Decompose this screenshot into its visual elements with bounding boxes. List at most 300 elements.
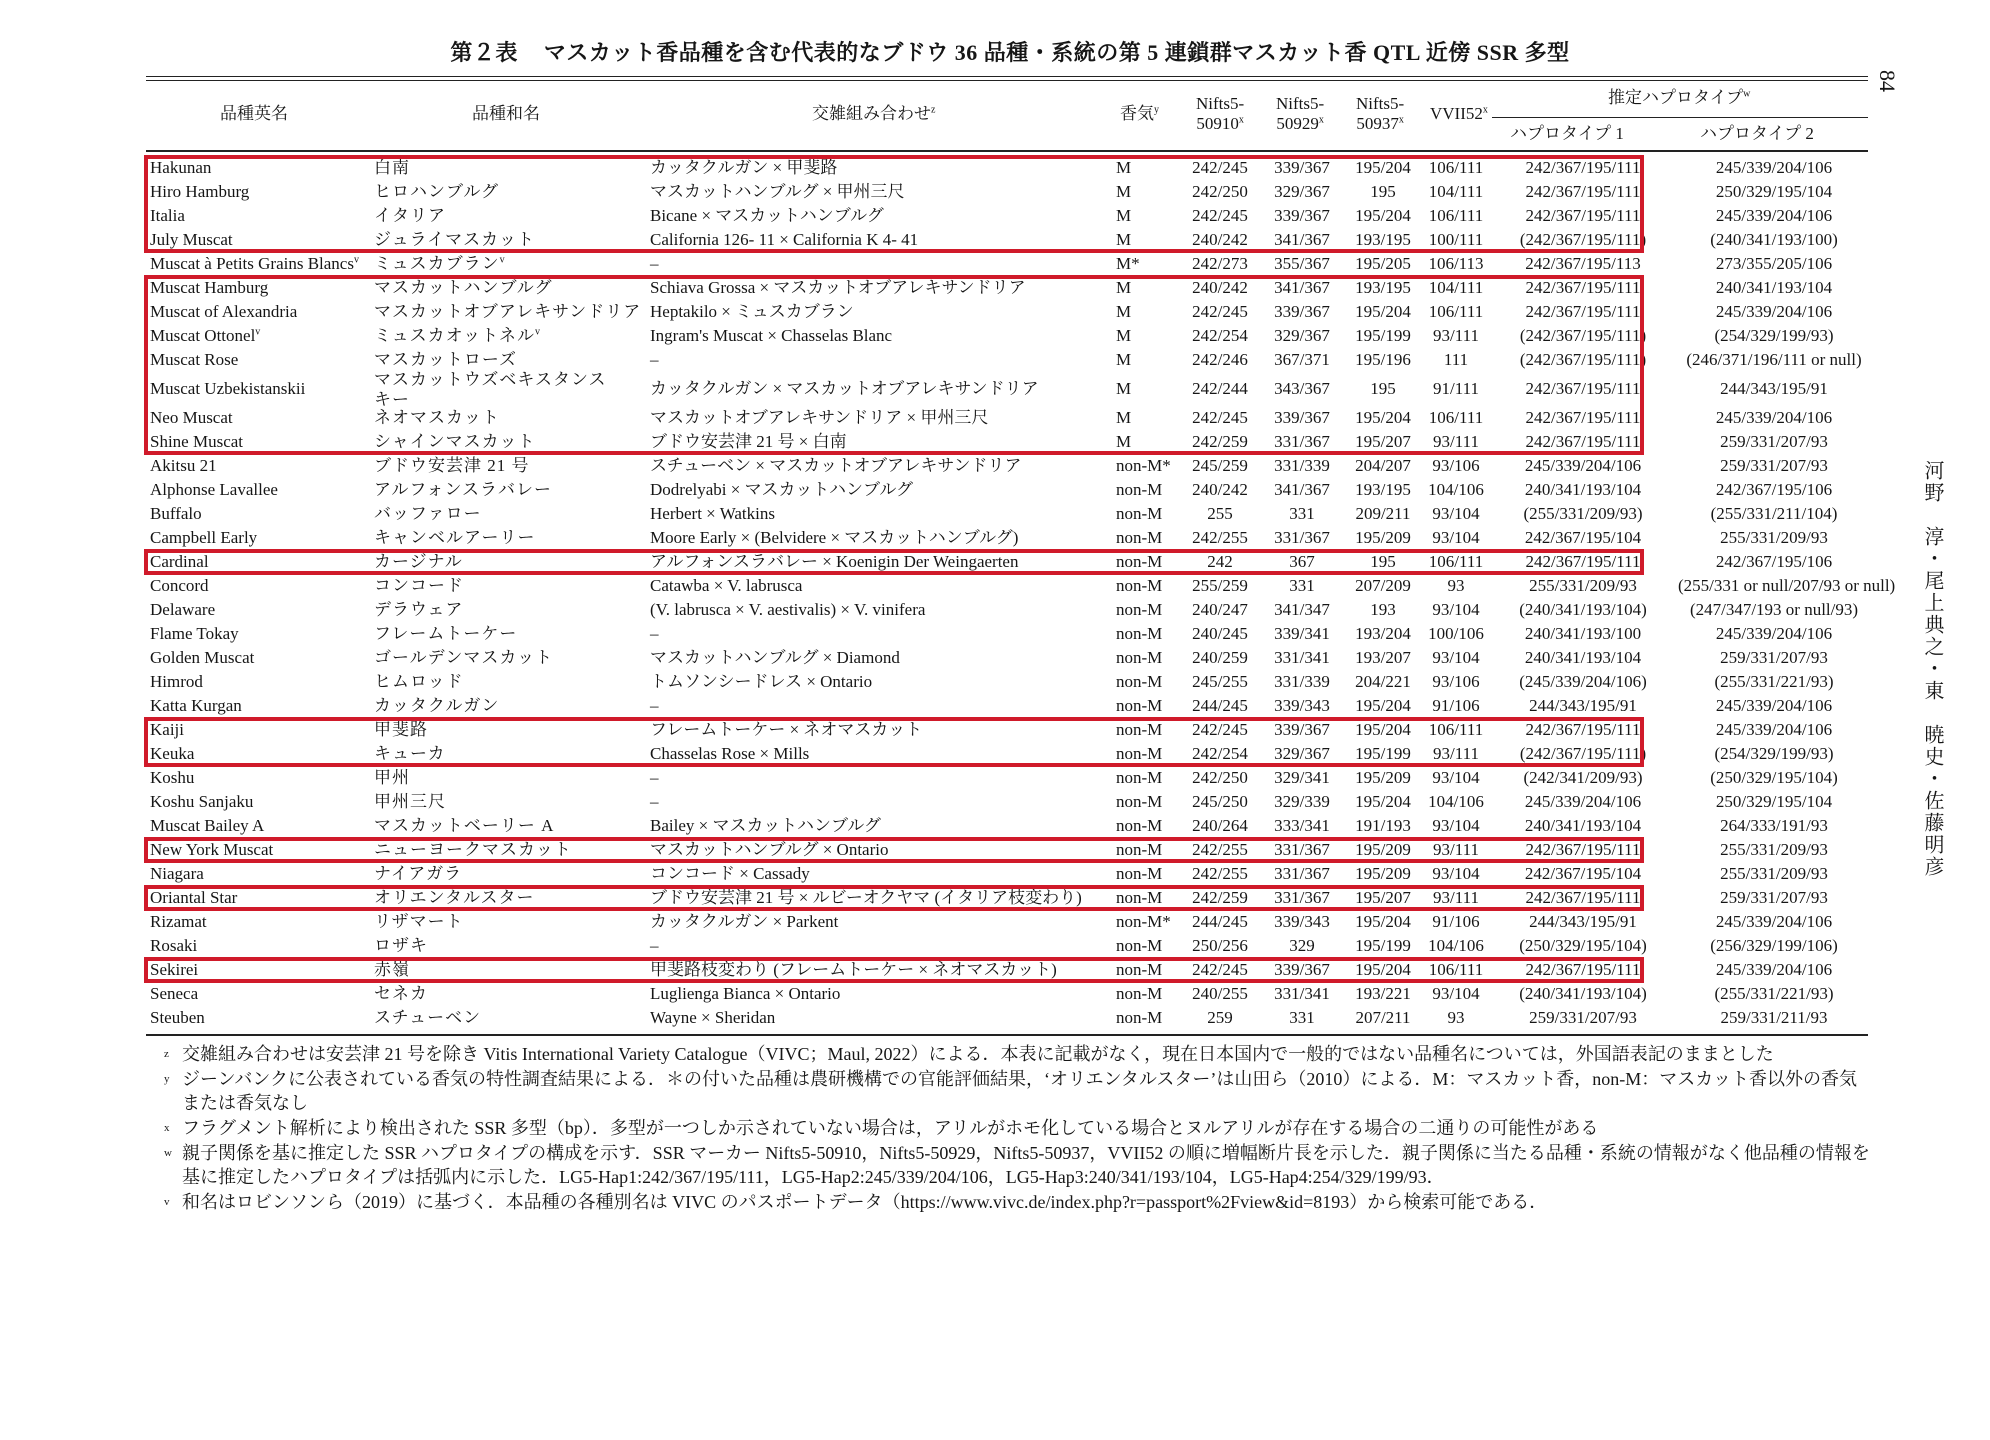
cell-nifts5-50937: 195/204 — [1355, 696, 1411, 715]
cell-cross: Wayne × Sheridan — [650, 1008, 776, 1027]
cell-nifts5-50910: 242/259 — [1192, 432, 1248, 451]
cell-nifts5-50910: 242/245 — [1192, 960, 1248, 979]
cell-name-en: Muscat of Alexandria — [150, 302, 298, 321]
footnote — [150, 1141, 1872, 1189]
cell-haplotype-1: (240/341/193/104) — [1519, 600, 1647, 619]
cell-nifts5-50929: 341/367 — [1274, 230, 1330, 249]
cell-nifts5-50937: 195/205 — [1355, 254, 1411, 273]
cell-haplotype-2: (255/331 or null/207/93 or null) — [1678, 576, 1896, 595]
cell-name-jp: マスカットハンブルグ — [374, 278, 553, 297]
cell-nifts5-50929: 355/367 — [1274, 254, 1330, 273]
cell-aroma: non-M — [1116, 696, 1163, 715]
cell-nifts5-50937: 195/204 — [1355, 408, 1411, 427]
cell-nifts5-50929: 339/367 — [1274, 158, 1330, 177]
highlight-box — [144, 549, 1644, 575]
cell-name-en: Oriantal Star — [150, 888, 238, 907]
cell-vvii52: 93/111 — [1433, 888, 1479, 907]
cell-haplotype-2: 245/339/204/106 — [1715, 302, 1833, 321]
cell-nifts5-50937: 193/195 — [1355, 230, 1411, 249]
cell-vvii52: 106/111 — [1428, 206, 1484, 225]
cell-cross: トムソンシードレス × Ontario — [650, 672, 873, 691]
cell-nifts5-50910: 242/255 — [1192, 864, 1248, 883]
cell-haplotype-2: (246/371/196/111 or null) — [1686, 350, 1862, 369]
cell-cross: California 126- 11 × California K 4- 41 — [650, 230, 919, 249]
cell-name-jp: ジュライマスカット — [374, 230, 535, 249]
cell-nifts5-50910: 240/264 — [1192, 816, 1248, 835]
running-authors: 河野 淳・尾上典之・東 暁史・佐藤明彦 — [1921, 460, 1943, 878]
cell-vvii52: 93/104 — [1432, 768, 1480, 787]
cell-aroma: M — [1116, 230, 1132, 249]
cell-vvii52: 91/106 — [1432, 696, 1480, 715]
cell-nifts5-50929: 333/341 — [1274, 816, 1330, 835]
cell-aroma: non-M — [1116, 624, 1163, 643]
footnote-text: 親子関係を基に推定した SSR ハプロタイプの構成を示す．SSR マーカー Nifts5-50910，Nifts5-50929，Nifts5-50937，VVII52 の順に増幅断片長を示した．親子関係に当たる品種・系統の情報がなく他品種の情報を基に推定したハプロタイプは括弧内に示した．LG5-Hap1:242/367/195/111，LG5-Hap2:245/339/204/106，LG5-Hap3:240/341/193/104，LG5-Hap4:254/329/199/93． — [182, 1143, 1870, 1187]
cell-vvii52: 93/111 — [1433, 744, 1479, 763]
cell-vvii52: 93/106 — [1432, 672, 1480, 691]
cell-haplotype-2: 245/339/204/106 — [1715, 696, 1833, 715]
cell-haplotype-1: 242/367/195/111 — [1525, 552, 1641, 571]
cell-aroma: M — [1116, 206, 1132, 225]
cell-nifts5-50929: 329 — [1289, 936, 1315, 955]
cell-nifts5-50910: 242/245 — [1192, 408, 1248, 427]
cell-nifts5-50910: 242/254 — [1192, 326, 1248, 345]
cell-nifts5-50929: 367 — [1289, 552, 1315, 571]
cell-haplotype-2: 245/339/204/106 — [1715, 960, 1833, 979]
cell-name-jp: ヒロハンブルグ — [374, 182, 499, 201]
cell-name-en: Concord — [150, 576, 209, 595]
cell-cross: (V. labrusca × V. aestivalis) × V. vinifera — [650, 600, 926, 619]
cell-haplotype-1: (242/367/195/111) — [1519, 744, 1647, 763]
cell-vvii52: 106/111 — [1428, 302, 1484, 321]
cell-name-en: Muscat Hamburg — [150, 278, 269, 297]
cell-aroma: non-M — [1116, 984, 1163, 1003]
cell-name-en: Steuben — [150, 1008, 205, 1027]
cell-name-jp: 赤嶺 — [374, 960, 410, 979]
cell-nifts5-50929: 331/367 — [1274, 888, 1330, 907]
footnotes — [150, 1042, 1872, 1215]
highlight-box — [144, 155, 1644, 253]
cell-haplotype-2: 259/331/207/93 — [1720, 888, 1828, 907]
cell-name-en: Koshu — [150, 768, 195, 787]
cell-cross: – — [650, 624, 659, 643]
cell-nifts5-50910: 242/245 — [1192, 302, 1248, 321]
cell-cross: マスカットハンブルグ × Diamond — [650, 648, 900, 667]
cell-name-en: Akitsu 21 — [150, 456, 217, 475]
cell-haplotype-2: (255/331/211/104) — [1710, 504, 1838, 523]
cell-name-en: Campbell Early — [150, 528, 258, 547]
cell-haplotype-1: 242/367/195/104 — [1524, 864, 1642, 883]
cell-vvii52: 91/111 — [1433, 379, 1479, 398]
cell-nifts5-50910: 242/244 — [1192, 379, 1248, 398]
cell-nifts5-50929: 329/339 — [1274, 792, 1330, 811]
cell-aroma: non-M — [1116, 768, 1163, 787]
cell-name-en: Hakunan — [150, 158, 212, 177]
cell-haplotype-1: 245/339/204/106 — [1524, 456, 1642, 475]
cell-name-en: Shine Muscat — [150, 432, 244, 451]
cell-aroma: non-M* — [1116, 912, 1171, 931]
cell-name-jp: マスカットオブアレキサンドリア — [374, 302, 642, 321]
cell-haplotype-1: 242/367/195/111 — [1525, 432, 1641, 451]
cell-aroma: M — [1116, 379, 1132, 398]
cell-aroma: non-M — [1116, 840, 1163, 859]
cell-name-en: New York Muscat — [150, 840, 274, 859]
cell-nifts5-50937: 195/207 — [1355, 888, 1411, 907]
cell-name-jp: マスカットベーリー A — [374, 816, 555, 835]
cell-haplotype-2: 250/329/195/104 — [1715, 792, 1833, 811]
cell-cross: フレームトーケー × ネオマスカット — [650, 720, 923, 739]
cell-haplotype-1: 242/367/195/104 — [1524, 528, 1642, 547]
cell-aroma: non-M — [1116, 600, 1163, 619]
cell-nifts5-50937: 195/204 — [1355, 720, 1411, 739]
cell-nifts5-50929: 339/367 — [1274, 408, 1330, 427]
cell-nifts5-50929: 339/341 — [1274, 624, 1330, 643]
cell-vvii52: 93/104 — [1432, 648, 1480, 667]
cell-vvii52: 106/113 — [1428, 254, 1484, 273]
cell-name-en: Keuka — [150, 744, 195, 763]
footnote-mark: x — [164, 1122, 170, 1134]
cell-nifts5-50910: 240/259 — [1192, 648, 1248, 667]
cell-name-jp: ゴールデンマスカット — [374, 648, 554, 667]
cell-cross: カッタクルガン × マスカットオブアレキサンドリア — [650, 379, 1039, 398]
cell-cross: カッタクルガン × 甲斐路 — [650, 158, 838, 177]
cell-cross: Bailey × マスカットハンブルグ — [650, 816, 881, 835]
cell-cross: スチューベン × マスカットオブアレキサンドリア — [650, 456, 1022, 475]
cell-haplotype-1: 242/367/195/111 — [1525, 182, 1641, 201]
table-bottom-rule — [146, 1034, 1868, 1036]
cell-nifts5-50937: 195/209 — [1355, 528, 1411, 547]
cell-nifts5-50937: 193/221 — [1355, 984, 1411, 1003]
cell-vvii52: 104/111 — [1428, 278, 1484, 297]
cell-vvii52: 106/111 — [1428, 720, 1484, 739]
cell-vvii52: 100/111 — [1428, 230, 1484, 249]
cell-name-jp: ナイアガラ — [374, 864, 463, 883]
cell-haplotype-1: 240/341/193/104 — [1524, 480, 1642, 499]
cell-name-jp: シャインマスカット — [374, 432, 536, 451]
cell-haplotype-2: 242/367/195/106 — [1715, 552, 1833, 571]
cell-cross: – — [650, 768, 659, 787]
cell-cross: マスカットハンブルグ × 甲州三尺 — [650, 182, 905, 201]
cell-nifts5-50910: 242/245 — [1192, 206, 1248, 225]
cell-name-en: Seneca — [150, 984, 199, 1003]
cell-nifts5-50937: 195/209 — [1355, 768, 1411, 787]
cell-haplotype-2: 259/331/207/93 — [1720, 432, 1828, 451]
footnote-text: 交雑組み合わせは安芸津 21 号を除き Vitis International Variety Catalogue（VIVC；Maul, 2022）による．本表に記載がなく，現在日本国内で一般的ではない品種名については，外国語表記のままとした — [182, 1044, 1774, 1064]
cell-cross: ブドウ安芸津 21 号 × ルビーオクヤマ (イタリア枝変わり) — [650, 888, 1082, 907]
cell-nifts5-50929: 339/343 — [1274, 696, 1330, 715]
cell-nifts5-50910: 242/245 — [1192, 158, 1248, 177]
cell-haplotype-2: 245/339/204/106 — [1715, 206, 1833, 225]
cell-vvii52: 104/106 — [1428, 792, 1484, 811]
cell-nifts5-50937: 195/196 — [1355, 350, 1411, 369]
cell-vvii52: 91/106 — [1432, 912, 1480, 931]
cell-nifts5-50937: 195/199 — [1355, 936, 1411, 955]
cell-nifts5-50910: 240/242 — [1192, 278, 1248, 297]
cell-haplotype-2: 264/333/191/93 — [1720, 816, 1828, 835]
footnote-mark: y — [164, 1073, 170, 1085]
cell-haplotype-1: 244/343/195/91 — [1529, 696, 1637, 715]
cell-name-jp: リザマート — [374, 912, 464, 931]
header-name-en: 品種英名 — [220, 104, 288, 123]
cell-aroma: non-M — [1116, 936, 1163, 955]
cell-name-jp: カッタクルガン — [374, 696, 500, 715]
cell-name-jp: ニューヨークマスカット — [374, 840, 572, 859]
cell-aroma: non-M — [1116, 576, 1163, 595]
cell-name-en: Koshu Sanjaku — [150, 792, 254, 811]
cell-haplotype-2: 250/329/195/104 — [1715, 182, 1833, 201]
cell-nifts5-50910: 242/255 — [1192, 840, 1248, 859]
cell-name-jp: イタリア — [374, 206, 446, 225]
cell-name-en: Muscat à Petits Grains Blancs$^v$ — [150, 254, 359, 273]
cell-aroma: non-M — [1116, 552, 1163, 571]
cell-vvii52: 104/111 — [1428, 182, 1484, 201]
cell-haplotype-1: 240/341/193/100 — [1524, 624, 1642, 643]
cell-nifts5-50910: 245/250 — [1192, 792, 1248, 811]
cell-nifts5-50937: 193 — [1370, 600, 1396, 619]
cell-nifts5-50910: 245/259 — [1192, 456, 1248, 475]
cell-name-en: Rosaki — [150, 936, 198, 955]
cell-vvii52: 93 — [1447, 1008, 1465, 1027]
cell-nifts5-50937: 207/211 — [1355, 1008, 1411, 1027]
cell-cross: Schiava Grossa × マスカットオブアレキサンドリア — [650, 278, 1026, 297]
cell-vvii52: 93 — [1447, 576, 1465, 595]
cell-haplotype-2: (250/329/195/104) — [1710, 768, 1838, 787]
cell-nifts5-50929: 331/341 — [1274, 984, 1330, 1003]
cell-haplotype-2: 255/331/209/93 — [1720, 840, 1828, 859]
cell-haplotype-1: 242/367/195/111 — [1525, 379, 1641, 398]
cell-nifts5-50910: 245/255 — [1192, 672, 1248, 691]
cell-aroma: M — [1116, 278, 1132, 297]
cell-haplotype-1: 255/331/209/93 — [1529, 576, 1637, 595]
cell-haplotype-1: (242/367/195/111) — [1519, 230, 1647, 249]
cell-name-jp: キューカ — [374, 744, 446, 763]
cell-haplotype-2: 245/339/204/106 — [1715, 624, 1833, 643]
cell-nifts5-50937: 195/204 — [1355, 912, 1411, 931]
cell-haplotype-2: 245/339/204/106 — [1715, 720, 1833, 739]
highlight-box — [144, 837, 1644, 863]
header-aroma: 香気$^y$ — [1120, 104, 1159, 123]
cell-name-jp: カージナル — [374, 552, 463, 571]
cell-name-jp: セネカ — [374, 984, 428, 1003]
cell-aroma: non-M — [1116, 888, 1163, 907]
cell-haplotype-2: (240/341/193/100) — [1710, 230, 1838, 249]
cell-haplotype-2: (254/329/199/93) — [1714, 744, 1834, 763]
cell-haplotype-1: (242/341/209/93) — [1523, 768, 1643, 787]
cell-nifts5-50937: 193/204 — [1355, 624, 1411, 643]
cell-haplotype-2: 244/343/195/91 — [1720, 379, 1828, 398]
cell-nifts5-50929: 331 — [1289, 576, 1315, 595]
footnote — [150, 1190, 1872, 1214]
cell-aroma: non-M — [1116, 864, 1163, 883]
cell-haplotype-1: 240/341/193/104 — [1524, 648, 1642, 667]
cell-cross: 甲斐路枝変わり (フレームトーケー × ネオマスカット) — [650, 960, 1057, 979]
cell-haplotype-2: 240/341/193/104 — [1715, 278, 1833, 297]
cell-nifts5-50937: 204/207 — [1355, 456, 1411, 475]
cell-haplotype-1: (255/331/209/93) — [1523, 504, 1643, 523]
cell-aroma: M* — [1116, 254, 1140, 273]
header-haplotype-1: ハプロタイプ 1 — [1510, 124, 1624, 143]
footnote-text: フラグメント解析により検出された SSR 多型（bp）．多型が一つしか示されていない場合は，アリルがホモ化している場合とヌルアリルが存在する場合の二通りの可能性がある — [182, 1118, 1599, 1138]
cell-aroma: M — [1116, 408, 1132, 427]
cell-cross: – — [650, 792, 659, 811]
table-number: 第２表 — [450, 40, 518, 65]
cell-haplotype-1: 242/367/195/111 — [1525, 408, 1641, 427]
cell-vvii52: 106/111 — [1428, 552, 1484, 571]
footnote — [150, 1116, 1872, 1140]
cell-cross: Moore Early × (Belvidere × マスカットハンブルグ) — [650, 528, 1019, 547]
cell-nifts5-50937: 193/207 — [1355, 648, 1411, 667]
cell-aroma: non-M — [1116, 816, 1163, 835]
cell-aroma: non-M — [1116, 504, 1163, 523]
footnote-mark: w — [164, 1147, 172, 1159]
cell-cross: Ingram's Muscat × Chasselas Blanc — [650, 326, 893, 345]
cell-nifts5-50929: 341/367 — [1274, 480, 1330, 499]
cell-aroma: non-M — [1116, 480, 1163, 499]
cell-nifts5-50910: 242/254 — [1192, 744, 1248, 763]
cell-cross: カッタクルガン × Parkent — [650, 912, 839, 931]
cell-aroma: non-M — [1116, 528, 1163, 547]
cell-nifts5-50937: 195/209 — [1355, 864, 1411, 883]
cell-haplotype-2: (255/331/221/93) — [1714, 672, 1834, 691]
cell-nifts5-50937: 207/209 — [1355, 576, 1411, 595]
cell-nifts5-50929: 329/367 — [1274, 744, 1330, 763]
cell-nifts5-50910: 242/259 — [1192, 888, 1248, 907]
cell-name-en: Rizamat — [150, 912, 207, 931]
cell-nifts5-50937: 191/193 — [1355, 816, 1411, 835]
cell-cross: マスカットオブアレキサンドリア × 甲州三尺 — [650, 408, 989, 427]
cell-name-jp: ミュスカオットネル$^v$ — [374, 326, 541, 345]
cell-nifts5-50937: 195/204 — [1355, 158, 1411, 177]
cell-cross: Catawba × V. labrusca — [650, 576, 803, 595]
cell-nifts5-50937: 195 — [1370, 379, 1396, 398]
cell-haplotype-1: 242/367/195/111 — [1525, 720, 1641, 739]
cell-nifts5-50937: 193/195 — [1355, 278, 1411, 297]
cell-aroma: M — [1116, 432, 1132, 451]
cell-name-en: Hiro Hamburg — [150, 182, 250, 201]
cell-vvii52: 104/106 — [1428, 480, 1484, 499]
cell-nifts5-50910: 240/242 — [1192, 230, 1248, 249]
cell-nifts5-50937: 195/204 — [1355, 206, 1411, 225]
cell-haplotype-1: 242/367/195/111 — [1525, 960, 1641, 979]
cell-nifts5-50929: 331/367 — [1274, 528, 1330, 547]
cell-name-jp: バッファロー — [374, 504, 482, 523]
cell-name-jp: オリエンタルスター — [374, 888, 535, 907]
header-haplotype: 推定ハプロタイプ$^w$ — [1608, 88, 1751, 107]
cell-vvii52: 93/111 — [1433, 326, 1479, 345]
cell-haplotype-1: 242/367/195/113 — [1525, 254, 1641, 273]
cell-aroma: M — [1116, 326, 1132, 345]
cell-vvii52: 106/111 — [1428, 408, 1484, 427]
cell-nifts5-50937: 195/204 — [1355, 960, 1411, 979]
cell-name-en: Muscat Uzbekistanskii — [150, 379, 306, 398]
cell-haplotype-2: (255/331/221/93) — [1714, 984, 1834, 1003]
footnote-text: ジーンバンクに公表されている香気の特性調査結果による．＊の付いた品種は農研機構での官能評価結果，‘オリエンタルスター’は山田ら（2010）による．M：マスカット香，non-M：マスカット香以外の香気または香気なし — [182, 1069, 1858, 1113]
cell-name-en: Katta Kurgan — [150, 696, 242, 715]
cell-name-en: Buffalo — [150, 504, 202, 523]
cell-cross: Bicane × マスカットハンブルグ — [650, 206, 884, 225]
cell-haplotype-2: 259/331/207/93 — [1720, 648, 1828, 667]
cell-haplotype-1: 259/331/207/93 — [1529, 1008, 1637, 1027]
cell-nifts5-50910: 244/245 — [1192, 912, 1248, 931]
cell-name-en: Kaiji — [150, 720, 184, 739]
cell-nifts5-50929: 339/367 — [1274, 302, 1330, 321]
cell-nifts5-50929: 341/367 — [1274, 278, 1330, 297]
header-haplotype-2: ハプロタイプ 2 — [1700, 124, 1814, 143]
cell-vvii52: 104/106 — [1428, 936, 1484, 955]
cell-nifts5-50937: 195/199 — [1355, 744, 1411, 763]
cell-cross: Heptakilo × ミュスカブラン — [650, 302, 854, 321]
cell-nifts5-50929: 329/341 — [1274, 768, 1330, 787]
cell-nifts5-50910: 242/255 — [1192, 528, 1248, 547]
cell-haplotype-1: 242/367/195/111 — [1525, 840, 1641, 859]
cell-name-jp: マスカットウズベキスタンス キー — [374, 370, 607, 409]
cell-aroma: M — [1116, 158, 1132, 177]
cell-nifts5-50929: 331 — [1289, 1008, 1315, 1027]
cell-nifts5-50910: 240/242 — [1192, 480, 1248, 499]
cell-name-jp: ネオマスカット — [374, 408, 500, 427]
cell-name-en: July Muscat — [150, 230, 233, 249]
cell-vvii52: 93/104 — [1432, 504, 1480, 523]
cell-name-jp: マスカットローズ — [374, 350, 517, 369]
cell-nifts5-50929: 331 — [1289, 504, 1315, 523]
highlight-box — [144, 957, 1644, 983]
cell-name-en: Himrod — [150, 672, 203, 691]
cell-nifts5-50910: 250/256 — [1192, 936, 1248, 955]
cell-aroma: M — [1116, 182, 1132, 201]
cell-nifts5-50929: 331/367 — [1274, 840, 1330, 859]
cell-name-jp: 甲斐路 — [374, 720, 428, 739]
cell-haplotype-2: 245/339/204/106 — [1715, 912, 1833, 931]
footnote — [150, 1042, 1872, 1066]
cell-name-jp: キャンベルアーリー — [374, 528, 536, 547]
cell-name-en: Italia — [150, 206, 185, 225]
cell-name-en: Flame Tokay — [150, 624, 239, 643]
cell-vvii52: 93/104 — [1432, 816, 1480, 835]
cell-nifts5-50937: 195/204 — [1355, 302, 1411, 321]
cell-nifts5-50929: 339/343 — [1274, 912, 1330, 931]
cell-name-en: Muscat Ottonel$^v$ — [150, 326, 261, 345]
cell-cross: ブドウ安芸津 21 号 × 白南 — [650, 432, 847, 451]
cell-nifts5-50929: 341/347 — [1274, 600, 1330, 619]
cell-aroma: M — [1116, 302, 1132, 321]
cell-haplotype-1: (240/341/193/104) — [1519, 984, 1647, 1003]
cell-name-jp: 白南 — [374, 158, 410, 177]
page-number: 84 — [1875, 70, 1900, 92]
cell-nifts5-50910: 240/247 — [1192, 600, 1248, 619]
header-marker-4: VVII52$^x$ — [1430, 104, 1488, 123]
cell-nifts5-50937: 193/195 — [1355, 480, 1411, 499]
cell-nifts5-50910: 242 — [1207, 552, 1233, 571]
cell-nifts5-50937: 195 — [1370, 182, 1396, 201]
header-cross: 交雑組み合わせ$^z$ — [812, 104, 936, 123]
cell-aroma: non-M — [1116, 720, 1163, 739]
highlight-box — [144, 717, 1644, 767]
cell-name-en: Muscat Bailey A — [150, 816, 265, 835]
cell-nifts5-50929: 331/367 — [1274, 432, 1330, 451]
cell-aroma: non-M* — [1116, 456, 1171, 475]
cell-vvii52: 93/104 — [1432, 600, 1480, 619]
cell-vvii52: 93/104 — [1432, 528, 1480, 547]
cell-haplotype-1: 240/341/193/104 — [1524, 816, 1642, 835]
cell-name-jp: 甲州三尺 — [374, 792, 446, 811]
cell-aroma: non-M — [1116, 744, 1163, 763]
cell-nifts5-50929: 331/367 — [1274, 864, 1330, 883]
cell-cross: Dodrelyabi × マスカットハンブルグ — [650, 480, 914, 499]
cell-haplotype-2: (254/329/199/93) — [1714, 326, 1834, 345]
cell-haplotype-1: 242/367/195/111 — [1525, 158, 1641, 177]
cell-haplotype-2: (247/347/193 or null/93) — [1689, 600, 1859, 619]
footnote-mark: z — [164, 1048, 169, 1060]
header-name-jp: 品種和名 — [472, 104, 540, 123]
